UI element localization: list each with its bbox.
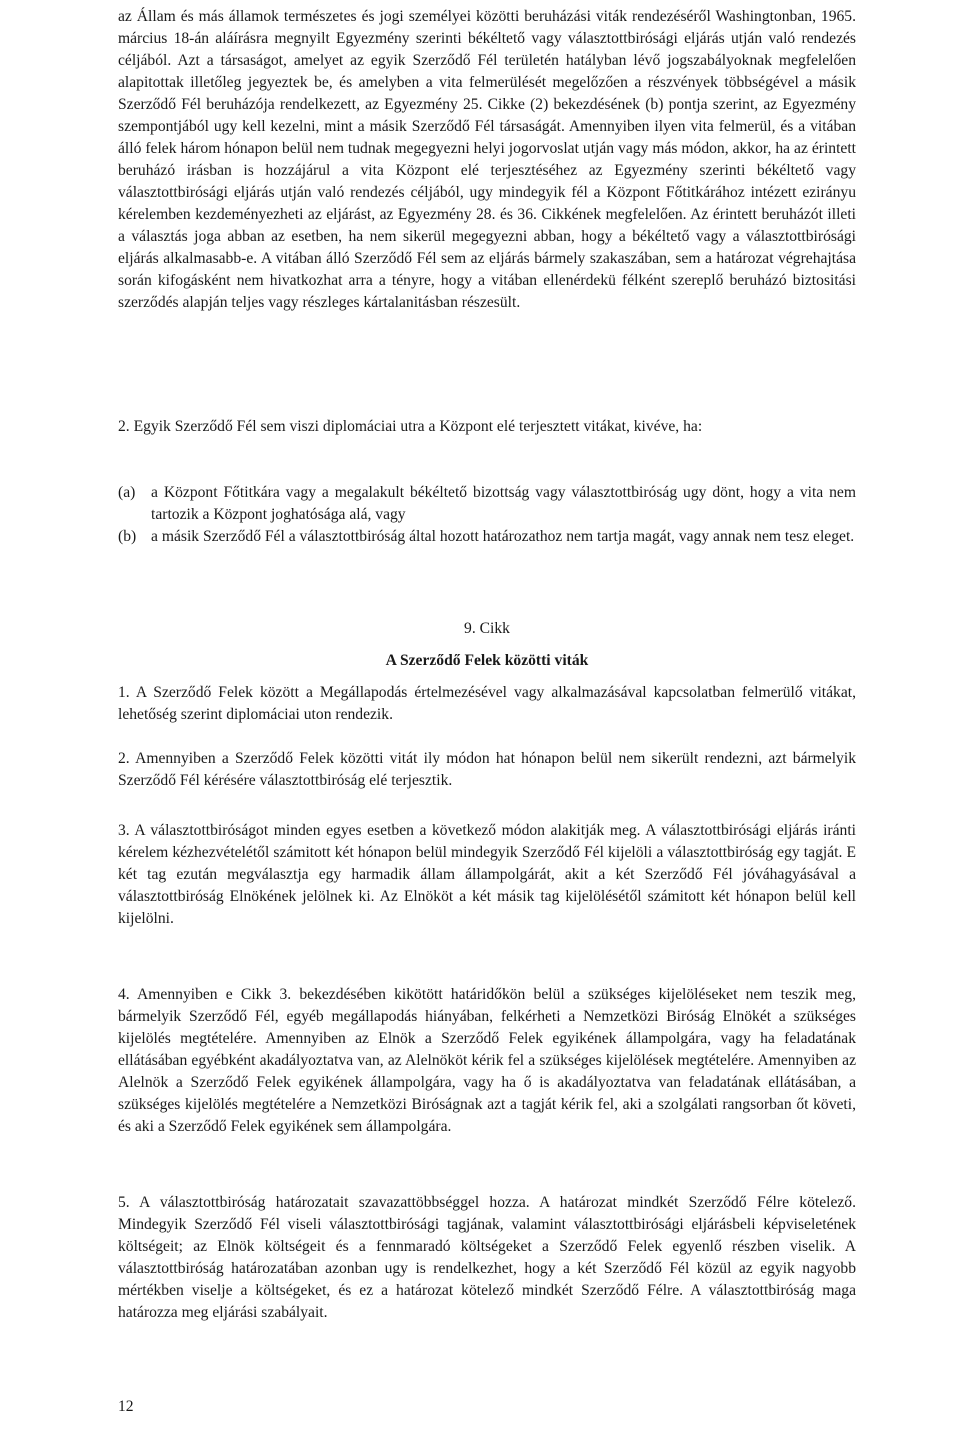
list-item-a <box>118 482 856 526</box>
article-paragraph-2: 2. Amennyiben a Szerződő Felek közötti vitát ily módon hat hónapon belül nem sikerült rendezni, azt bármelyik Szerződő Fél kérésére választottbiróság elé terjesztik. <box>118 750 856 789</box>
intro-paragraph: az Állam és más államok természetes és jogi személyei közötti beruházási viták rendezéséről Washingtonban, 1965. március 18-án aláírásra megnyilt Egyezmény szerinti békéltető vagy választottbirósági eljárás utján való rendezés céljából. Azt a társaságot, amelyet az egyik Szerződő Fél területén hatályban lévő jogszabályoknak megfelelően alapitottak illetőleg jegyeztek be, és amelyben a vita felmerülését megelőzően a részvények többségével a másik Szerződő Fél beruházója rendelkezett, az Egyezmény 25. Cikke (2) bekezdésének (b) pontja szerint, az Egyezmény szempontjából ugy kell kezelni, mint a másik Szerződő Fél társaságát. Amennyiben ilyen vita felmerül, és a vitában álló felek három hónapon belül nem tudnak megegyezni helyi jogorvoslat utján vagy más módon, akkor, ha az érintett beruházó irásban is hozzájárul a vita Központ elé terjesztéséhez az Egyezmény szerinti békéltető vagy választottbirósági eljárás utján való rendezés céljából, ugy mindegyik fél a Központ Főtitkárához intézett ezirányu kérelemben kezdeményezheti az eljárást, az Egyezmény 28. és 36. Cikkének megfelelően. Az érintett beruházót illeti a választás joga abban az esetben, ha nem sikerül megegyezni abban, hogy a békéltető vagy a választottbirósági eljárás alkalmasabb-e. A vitában álló Szerződő Fél sem az eljárás bármely szakaszában, sem a határozat végrehajtása során kifogásként nem hivatkozhat arra a tényre, hogy a vitában ellenérdekü félként szereplő beruházó biztositási szerződés alapján teljes vagy részleges kártalanitásban részesült. <box>118 8 856 311</box>
list-item-label: (b) <box>118 528 137 545</box>
list-item-label: (a) <box>118 484 136 501</box>
article-paragraph-4: 4. Amennyiben e Cikk 3. bekezdésében kikötött határidőkön belül a szükséges kijelöléseket nem teszik meg, bármelyik Szerződő Fél, egyéb megállapodás hiányában, felkérheti a Nemzetközi Biróság Elnökét a szükséges kijelölés megtételére. Amennyiben az Elnök a Szerződő Felek egyikének állampolgára, vagy ha feladatának ellátásában egyébként akadályoztatva van, az Alelnököt kérik fel a szükséges kijelölések megtételére. Amennyiben az Alelnök a Szerződő Felek egyikének állampolgára, vagy ha ő is akadályoztatva van feladatának ellátásában, a szükséges kijelölés megtételére a Nemzetközi Biróságnak azt a tagját kérik fel, aki a szolgálati rangsorban őt követi, és aki a Szerződő Felek egyikének sem állampolgára. <box>118 986 856 1135</box>
article-paragraph-5: 5. A választottbiróság határozatait szavazattöbbséggel hozza. A határozat mindkét Szerződő Félre kötelező. Mindegyik Szerződő Fél viseli választottbirósági tagjának, valamint választottbirósági eljárásbeli képviseletének költségeit; az Elnök költségeit és a fennmaradó költségeket a Szerződő Felek egyenlő részben viselik. A választottbiróság határozatában azonban ugy is rendelkezhet, hogy a két Szerződő Fél közül az egyik nagyobb mértékben viselje a költségeket, és ez a határozat kötelező mindkét Szerződő Félre. A választottbiróság maga határozza meg eljárási szabályait. <box>118 1194 856 1321</box>
list-item-text: a másik Szerződő Fél a választottbiróság által hozott határozathoz nem tartja magát, vagy annak nem tesz eleget. <box>151 528 855 545</box>
article-number: 9. Cikk <box>464 620 510 637</box>
list-item-b <box>118 526 856 570</box>
page-number: 12 <box>118 1398 134 1415</box>
article-title: A Szerződő Felek közötti viták <box>385 652 589 669</box>
article-paragraph-3: 3. A választottbiróságot minden egyes esetben a következő módon alakitják meg. A választottbirósági eljárás iránti kérelem kézhezvételétől számitott két hónapon belül mindegyik Szerződő Fél kijelöli a választottbiróság egy tagját. E két tag ezután megválasztja egy harmadik állam állampolgárát, akit a két Szerződő Fél jóváhagyásával a választottbiróság Elnökének jelölnek ki. Az Elnököt a két másik tag kijelölésétől számitott két hónapon belül kell kijelölni. <box>118 822 856 927</box>
section-2-paragraph: 2. Egyik Szerződő Fél sem viszi diplomáciai utra a Központ elé terjesztett vitákat, kivéve, ha: <box>118 418 703 435</box>
article-paragraph-1: 1. A Szerződő Felek között a Megállapodás értelmezésével vagy alkalmazásával kapcsolatban felmerülő vitákat, lehetőség szerint diplomáciai uton rendezik. <box>118 684 856 723</box>
list-item-text: a Központ Főtitkára vagy a megalakult békéltető bizottság vagy választottbiróság ugy dönt, hogy a vita nem tartozik a Központ joghatósága alá, vagy <box>151 484 856 523</box>
